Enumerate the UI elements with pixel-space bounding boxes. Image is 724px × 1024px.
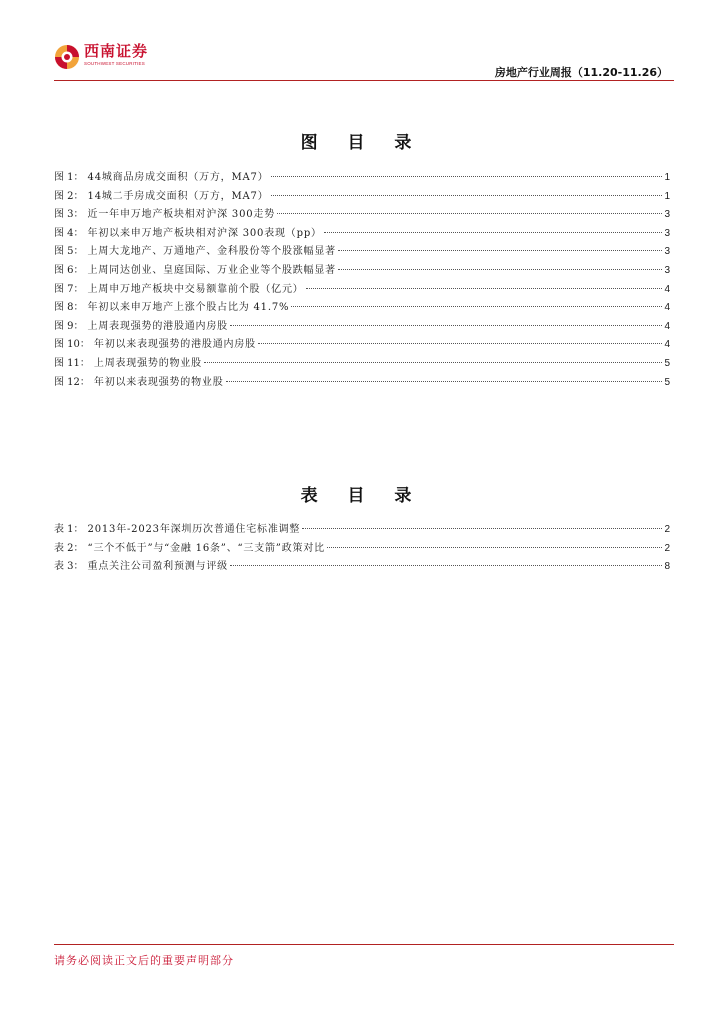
toc-entry-text: 上周同达创业、皇庭国际、万业企业等个股跌幅显著 [87, 264, 336, 276]
footer-notice: 请务必阅读正文后的重要声明部分 [54, 954, 234, 967]
toc-entry-text: 年初以来表现强势的港股通内房股 [93, 339, 256, 351]
company-logo [54, 44, 148, 70]
figure-toc-entry[interactable] [54, 168, 670, 187]
toc-entry-label: 图 4： [54, 227, 84, 239]
figure-toc-entry[interactable] [54, 261, 670, 280]
toc-leader-dots [306, 288, 663, 289]
toc-leader-dots [302, 528, 662, 529]
logo-name-cn: 西南证券 [84, 42, 149, 60]
toc-entry-label: 图 6： [54, 264, 84, 276]
figure-toc-entry[interactable] [54, 205, 670, 224]
toc-entry-text: 近一年申万地产板块相对沪深 300走势 [87, 209, 276, 221]
figure-toc-list [54, 168, 670, 391]
toc-entry-text: 44城商品房成交面积（万方，MA7） [87, 172, 269, 183]
table-toc-title: 表 目 录 [300, 486, 424, 506]
toc-entry-label: 图 8： [54, 302, 84, 314]
toc-leader-dots [230, 565, 662, 566]
toc-entry-text: 上周申万地产板块中交易额靠前个股（亿元） [87, 283, 304, 295]
toc-leader-dots [258, 343, 663, 344]
report-title: 房地产行业周报（11.20-11.26） [494, 66, 668, 79]
toc-entry-page: 5 [664, 376, 670, 388]
toc-leader-dots [327, 547, 663, 548]
toc-entry-page: 4 [664, 339, 670, 351]
figure-toc-entry[interactable] [54, 373, 670, 392]
toc-entry-page: 1 [664, 190, 670, 202]
figure-toc-entry[interactable] [54, 242, 670, 261]
table-toc-entry[interactable] [54, 557, 670, 576]
toc-leader-dots [338, 250, 662, 251]
toc-entry-text: 上周表现强势的港股通内房股 [87, 320, 228, 332]
table-toc-entry[interactable] [54, 520, 670, 539]
toc-entry-page: 3 [664, 209, 670, 221]
toc-leader-dots [271, 176, 663, 177]
toc-leader-dots [324, 232, 663, 233]
page-header [54, 40, 674, 84]
toc-entry-text: 重点关注公司盈利预测与评级 [87, 561, 228, 573]
toc-entry-page: 8 [664, 561, 670, 573]
toc-entry-text: 14城二手房成交面积（万方，MA7） [87, 190, 269, 202]
toc-entry-label: 图 1： [54, 172, 84, 183]
toc-entry-page: 3 [664, 227, 670, 239]
toc-entry-label: 图 5： [54, 246, 84, 258]
toc-entry-text: 年初以来申万地产板块相对沪深 300表现（pp） [87, 227, 322, 239]
toc-entry-page: 4 [664, 320, 670, 332]
toc-entry-label: 表 3： [54, 561, 84, 573]
figure-toc-title: 图 目 录 [300, 133, 424, 153]
toc-entry-page: 4 [664, 302, 670, 314]
table-toc-list [54, 520, 670, 576]
figure-toc-entry[interactable] [54, 224, 670, 243]
toc-entry-page: 1 [664, 172, 670, 183]
toc-entry-label: 图 9： [54, 320, 84, 332]
toc-leader-dots [277, 213, 662, 214]
toc-entry-text: 年初以来表现强势的物业股 [93, 376, 224, 388]
figure-toc-entry[interactable] [54, 335, 670, 354]
toc-leader-dots [226, 381, 663, 382]
logo-name-en: SOUTHWEST SECURITIES [84, 61, 145, 66]
toc-entry-label: 图 3： [54, 209, 84, 221]
header-divider [54, 80, 674, 81]
toc-entry-label: 图 7： [54, 283, 84, 295]
figure-toc-entry[interactable] [54, 317, 670, 336]
toc-entry-text: 上周大龙地产、万通地产、金科股份等个股涨幅显著 [87, 246, 336, 258]
toc-entry-label: 图 11： [54, 357, 90, 369]
toc-leader-dots [338, 269, 662, 270]
southwest-securities-logo-icon [54, 44, 80, 70]
toc-leader-dots [271, 195, 663, 196]
toc-entry-text: 2013年-2023年深圳历次普通住宅标准调整 [87, 524, 301, 535]
toc-entry-text: 上周表现强势的物业股 [93, 357, 202, 369]
toc-entry-label: 表 2： [54, 542, 84, 554]
toc-entry-page: 5 [664, 357, 670, 369]
toc-entry-page: 3 [664, 264, 670, 276]
figure-toc-entry[interactable] [54, 280, 670, 299]
toc-entry-label: 图 10： [54, 339, 90, 351]
toc-leader-dots [291, 306, 662, 307]
figure-toc-entry[interactable] [54, 187, 670, 206]
toc-entry-page: 2 [664, 542, 670, 554]
toc-entry-label: 图 12： [54, 376, 90, 388]
toc-entry-text: 年初以来申万地产上涨个股占比为 41.7% [87, 302, 290, 314]
toc-leader-dots [230, 325, 662, 326]
toc-entry-label: 图 2： [54, 190, 84, 202]
toc-entry-page: 2 [664, 524, 670, 535]
table-toc-entry[interactable] [54, 539, 670, 558]
footer-divider [54, 944, 674, 945]
figure-toc-entry[interactable] [54, 298, 670, 317]
toc-entry-text: “三个不低于”与“金融 16条”、“三支箭”政策对比 [87, 542, 325, 554]
toc-entry-page: 3 [664, 246, 670, 258]
toc-entry-label: 表 1： [54, 524, 84, 535]
toc-entry-page: 4 [664, 283, 670, 295]
toc-leader-dots [204, 362, 663, 363]
figure-toc-entry[interactable] [54, 354, 670, 373]
